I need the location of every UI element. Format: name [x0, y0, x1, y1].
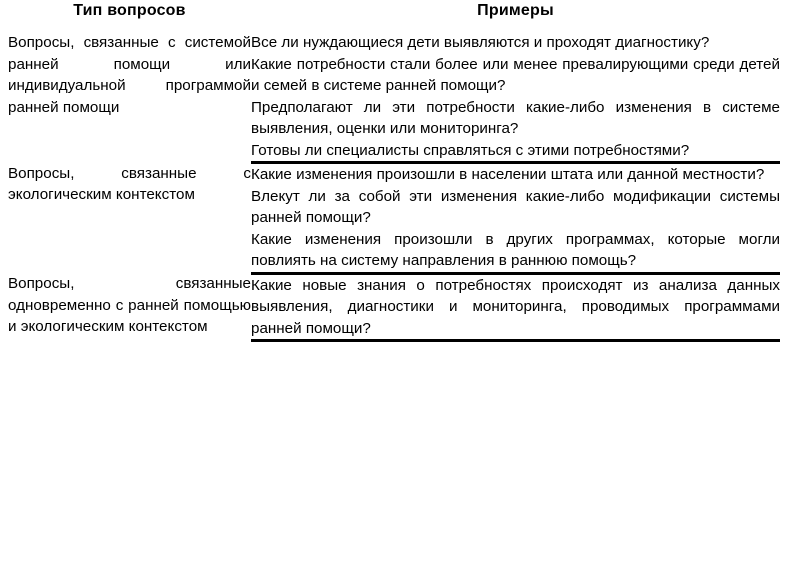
- example-cell: [251, 229, 780, 274]
- table-row: [8, 273, 780, 341]
- section-type-cell-1: [8, 32, 251, 163]
- question-types-table: [8, 2, 780, 342]
- example-text: Какие потребности стали более или менее превалирующими среди детей и семей в системе ранней помощи?: [251, 55, 780, 94]
- section-type-text-2: Вопросы, связанные с экологическим контекстом: [8, 164, 251, 203]
- example-cell: [251, 140, 780, 163]
- table-row: [8, 32, 780, 54]
- section-type-text-1: Вопросы, связанные с системой ранней помощи или индивидуальной программой ранней помощи: [8, 34, 251, 116]
- section-type-cell-3: [8, 273, 251, 341]
- column-header-question-type: [8, 2, 251, 32]
- column-header-question-type-label: Тип вопросов: [73, 2, 186, 19]
- column-header-examples-label: Примеры: [477, 2, 554, 19]
- example-cell: [251, 54, 780, 97]
- column-header-examples: [251, 2, 780, 32]
- example-cell: [251, 32, 780, 54]
- example-cell: [251, 273, 780, 341]
- example-text: Какие новые знания о потребностях происходят из анализа данных выявления, диагностики и мониторинга, проводимых программами ранней помощи?: [251, 276, 780, 337]
- example-text: Предполагают ли эти потребности какие-либо изменения в системе выявления, оценки или мониторинга?: [251, 98, 780, 137]
- example-cell: [251, 163, 780, 186]
- example-cell: [251, 97, 780, 140]
- section-type-cell-2: [8, 163, 251, 274]
- example-text: Готовы ли специалисты справляться с этими потребностями?: [251, 141, 690, 159]
- table-row: [8, 163, 780, 186]
- example-text: Влекут ли за собой эти изменения какие-либо модификации системы ранней помощи?: [251, 187, 780, 226]
- example-text: Все ли нуждающиеся дети выявляются и проходят диагностику?: [251, 34, 710, 51]
- section-type-text-3: Вопросы, связанные одновременно с ранней помощью и экологическим контекстом: [8, 275, 251, 335]
- example-cell: [251, 186, 780, 229]
- example-text: Какие изменения произошли в населении штата или данной местности?: [251, 166, 765, 183]
- table-header-row: [8, 2, 780, 32]
- example-text: Какие изменения произошли в других программах, которые могли повлиять на систему направления в раннюю помощь?: [251, 230, 780, 269]
